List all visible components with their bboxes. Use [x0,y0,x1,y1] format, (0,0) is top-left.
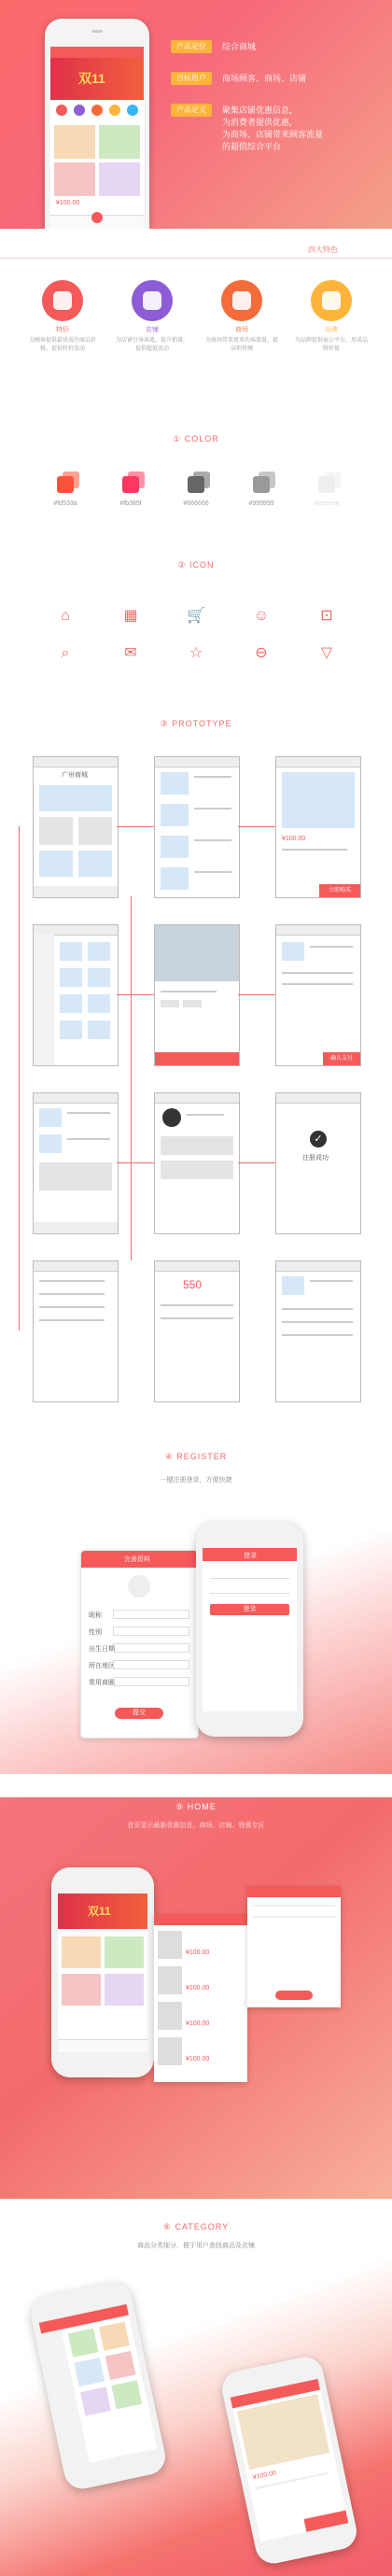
concept-label: 商场 [235,327,248,333]
product-price: ¥100.00 [56,200,80,206]
wireframe-home [33,756,119,898]
concept-desc: 为顾客提供最优质的商品价格，提供特价活动 [28,338,96,352]
wireframe-messages [33,1260,119,1402]
message-icon: ✉ [124,645,137,661]
cat-circle-icon[interactable] [74,105,85,116]
category-item[interactable] [80,2386,111,2415]
flow-connector [238,994,275,995]
list-thumb[interactable] [158,2037,182,2065]
code-input[interactable] [210,1585,289,1594]
swatch-gray [233,476,289,507]
definition-line-1: 聚集店铺优惠信息， [222,106,299,115]
banner-label: 双11 [78,71,105,86]
register-header [81,1551,198,1568]
field-label: 所在地区 [89,1663,115,1669]
category-item[interactable] [99,2322,130,2351]
swatch-hex: #fd533a [53,500,77,507]
positioning-text: 综合商城 [222,42,257,51]
login-header-title: 登录 [244,1553,257,1559]
cart-icon: 🛒 [187,608,205,624]
filter-row [253,1905,335,1907]
phone-input[interactable] [210,1570,289,1579]
swatch-square [188,476,204,493]
cat-circle-icon[interactable] [127,105,138,116]
wf-city: 广州商城 [62,772,88,779]
avatar[interactable] [162,1108,181,1127]
concept-title: 四大特色 [308,246,338,254]
concept-card-brand [289,280,373,373]
home-banner[interactable] [58,1893,147,1929]
register-form-card [80,1550,199,1738]
home-list-screen [154,1914,247,2082]
swatch-light-gray [299,476,355,507]
tag-definition: 产品定义 [171,104,212,117]
concept-label: 品牌 [325,327,338,333]
star-icon: ☆ [189,645,203,661]
submit-button[interactable]: 提交 [115,1708,163,1719]
wireframe-spec [154,924,240,1066]
category-item[interactable] [68,2329,99,2358]
home-icon: ⌂ [61,608,70,624]
home-phone [51,1867,154,2077]
wf-buy-button[interactable]: 立即购买 [319,884,360,897]
concept-card-mall [200,280,284,373]
swatch-pink [103,476,159,507]
phone-hero-banner [50,58,144,100]
product-thumb[interactable] [99,162,140,196]
wireframe-order [275,924,361,1066]
flow-connector [117,826,154,827]
home-section-title: ⑤ HOME [175,1802,217,1811]
cat-circle-icon[interactable] [91,105,103,116]
swatch-hex: #999999 [248,500,274,507]
register-phone [196,1522,303,1737]
wireframe-detail [275,756,361,898]
list-thumb[interactable] [158,1966,182,1994]
category-circles [56,105,138,118]
home-banner-label: 双11 [88,1905,111,1918]
field-label: 昵称 [89,1612,102,1619]
definition-line-4: 的超值综合平台 [222,142,282,151]
hero-phone-mockup [45,19,149,229]
search-icon: ⌕ [61,645,70,661]
tag-positioning: 产品定位 [171,40,212,53]
category-grid-icon: ▦ [123,608,138,624]
product-thumb[interactable] [62,1936,101,1968]
flow-connector [131,896,132,1260]
wireframe-wallet [154,1260,240,1402]
swatch-square [57,476,74,493]
nickname-input[interactable] [113,1610,189,1619]
wf-price: ¥100.00 [282,836,306,842]
wireframe-list [154,756,240,898]
home-filter-screen [247,1886,341,2007]
filter-header [247,1886,341,1897]
phone-status-bar [50,47,144,58]
category-item[interactable] [74,2358,105,2386]
target-users-text: 商场顾客、商场、店铺 [222,74,307,83]
list-price: ¥100.00 [186,2020,210,2027]
list-price: ¥100.00 [186,2056,210,2062]
register-section-title: ④ REGISTER [164,1452,228,1461]
flow-connector [238,826,275,827]
home-subtitle: 首页显示最新优惠信息，商场、店铺、特惠专区 [127,1823,265,1829]
wf-confirm-bar[interactable] [155,1052,239,1065]
field-label: 性别 [89,1629,102,1636]
filter-icon: ▽ [320,645,333,661]
concept-label: 特价 [56,327,69,333]
swatch-hex: #fb385f [119,500,142,507]
product-thumb[interactable] [99,125,140,159]
minus-circle-icon: ⊖ [255,645,268,661]
check-icon: ✓ [310,1131,327,1147]
tab-bar [58,2039,147,2052]
wf-pay-button[interactable]: 确认支付 [323,1052,360,1065]
swatch-hex: #eeeeee [314,500,340,507]
concept-card-store [110,280,194,373]
hero-phone-screen [50,47,144,229]
home-phone-screen [58,1893,147,2052]
definition-line-3: 为商场、店铺带来顾客流量 [222,130,324,139]
detail-price: ¥100.00 [252,2470,277,2482]
wireframe-success [275,1092,361,1234]
wireframe-order-detail [275,1260,361,1402]
concept-desc: 为品牌提供展示平台，形成品牌价值 [294,338,368,352]
field-label: 出生日期 [89,1646,115,1653]
swatch-hex: #666666 [183,500,209,507]
field-label: 常用商圈 [89,1680,115,1686]
flow-connector [19,826,20,1330]
flow-connector [117,1162,154,1163]
category-item[interactable] [105,2351,136,2380]
wireframe-profile [154,1092,240,1234]
phone-speaker [91,30,103,33]
swatch-square [122,476,139,493]
gender-select[interactable] [113,1626,189,1636]
product-thumb[interactable] [62,1974,101,2006]
concept-divider [0,258,392,259]
cat-circle-icon[interactable] [56,105,67,116]
home-tab-icon[interactable] [91,212,103,223]
register-header-title: 完善资料 [124,1556,150,1563]
swatch-red [37,476,93,507]
wf-success-text: 注册成功 [302,1155,329,1161]
tag-target-users: 目标用户 [171,72,212,85]
swatch-square [318,476,335,493]
avatar-upload[interactable] [128,1575,150,1598]
list-thumb[interactable] [158,1931,182,1959]
hero-banner [0,0,392,229]
list-price: ¥100.00 [186,1950,210,1956]
list-header [154,1914,247,1925]
product-thumb[interactable] [54,125,95,159]
concept-label: 店铺 [146,327,159,333]
product-thumb[interactable] [105,1936,144,1968]
product-thumb[interactable] [54,162,95,196]
list-price: ¥100.00 [186,1985,210,1992]
login-button[interactable]: 登录 [210,1604,289,1615]
register-subtitle: 一键注册登录，方便快捷 [160,1477,232,1484]
scan-icon: ⊡ [320,608,333,624]
wf-sold: 550 [183,1278,203,1291]
detail-buy-button[interactable] [303,2511,348,2532]
list-thumb[interactable] [158,2002,182,2030]
cat-circle-icon[interactable] [109,105,120,116]
tab-bar [50,215,144,229]
category-subtitle: 商品分类细分，便于用户查找商品及店铺 [137,2243,255,2249]
prototype-section-title: ③ PROTOTYPE [160,719,232,728]
color-section-title: ① COLOR [173,434,219,443]
category-item[interactable] [111,2380,142,2409]
district-select[interactable] [113,1677,189,1686]
product-thumb[interactable] [105,1974,144,2006]
user-icon: ☺ [253,608,270,624]
wireframe-category [33,924,119,1066]
brand-icon [311,280,352,321]
icon-section-title: ② ICON [177,560,215,570]
concept-desc: 为商场带来更多的客流量，提高销售额 [204,338,278,352]
login-header [203,1548,297,1561]
filter-confirm-button[interactable] [275,1991,313,2000]
birthday-select[interactable] [113,1643,189,1653]
concept-desc: 为店铺引导客流，提升销量，提供超值活动 [115,338,189,352]
wireframe-shop [33,1092,119,1234]
detail-image [237,2394,329,2470]
swatch-dark-gray [168,476,224,507]
concept-card-sale [21,280,105,373]
swatch-square [253,476,270,493]
region-select[interactable] [113,1660,189,1669]
shop-icon [42,280,83,321]
flow-connector [117,994,154,995]
store-icon [132,280,173,321]
filter-row [253,1916,335,1918]
flow-connector [238,1162,275,1163]
mall-icon [221,280,262,321]
category-section-title: ⑥ CATEGORY [162,2222,230,2231]
register-phone-screen [203,1548,297,1711]
definition-line-2: 为消费者提供优惠， [222,118,299,127]
